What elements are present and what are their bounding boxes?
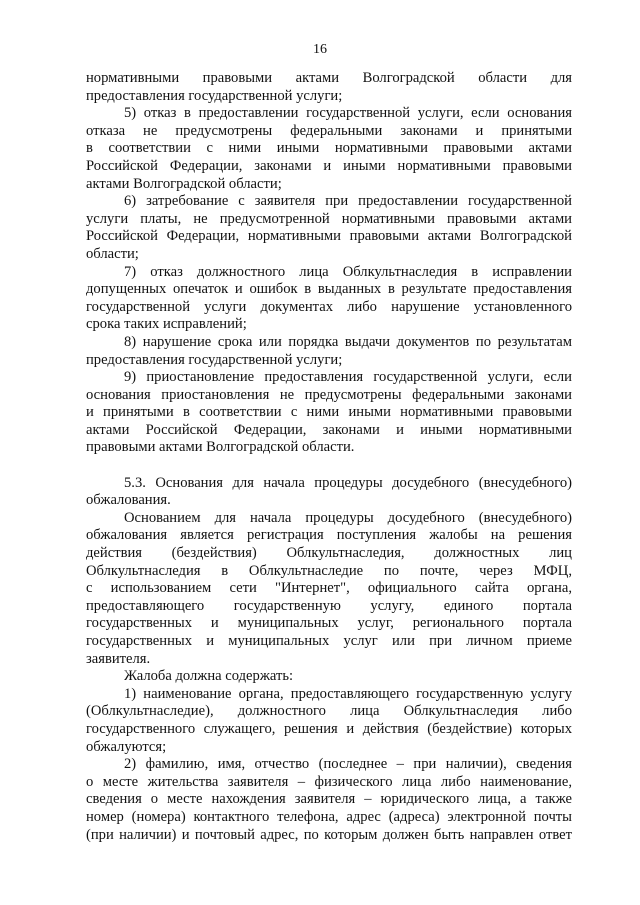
text-line: обжалования является регистрация поступления жалобы на решения (86, 527, 572, 544)
text-line: предоставления государственной услуги; (86, 87, 343, 104)
text-line: 2) фамилию, имя, отчество (последнее – при наличии), сведения (124, 756, 572, 773)
text-line: 8) нарушение срока или порядка выдачи документов по результатам (124, 333, 572, 350)
text-line: предоставления государственной услуги; (86, 351, 343, 368)
text-line: правовыми актами Волгоградской области. (86, 439, 355, 456)
text-line: Жалоба должна содержать: (124, 668, 294, 685)
paragraph-p9 (86, 369, 572, 457)
text-line: с использованием сети "Интернет", официального сайта органа, (86, 580, 572, 597)
document-body (86, 70, 572, 844)
text-line: в соответствии с ними иными нормативными правовыми актами (86, 140, 572, 157)
text-line: (Облкультнаследие), должностного лица Облкультнаследия либо (86, 703, 572, 720)
text-line: основания приостановления не предусмотрены федеральными законами (86, 386, 572, 403)
paragraph-p8 (86, 334, 572, 369)
paragraph-c2 (86, 756, 572, 844)
text-line: государственных и муниципальных услуг, регионального портала (86, 615, 572, 632)
text-line: Российской Федерации, нормативными правовыми актами Волгоградской (86, 228, 572, 245)
text-line: Российской Федерации, законами и иными нормативными правовыми (86, 157, 572, 174)
text-line: номер (номера) контактного телефона, адрес (адреса) электронной почты (86, 808, 572, 825)
text-line: 7) отказ должностного лица Облкультнаследия в исправлении (124, 263, 572, 280)
text-line: (при наличии) и почтовый адрес, по которым должен быть направлен ответ (86, 826, 572, 843)
text-line: обжалования. (86, 492, 171, 509)
text-line: сведения о месте нахождения заявителя – юридического лица, а также (86, 791, 572, 808)
paragraph-p0 (86, 70, 572, 105)
text-line: 1) наименование органа, предоставляющего государственную услугу (124, 685, 572, 702)
text-line: предоставляющего государственную услугу, единого портала (86, 597, 572, 614)
text-line: государственного служащего, решения и действия (бездействие) которых (86, 720, 572, 737)
text-line: области; (86, 245, 139, 262)
text-line: действия (бездействия) Облкультнаследия, должностных лиц (86, 545, 572, 562)
text-line: и принятыми в соответствии с ними иными нормативными правовыми (86, 404, 572, 421)
text-line: актами Волгоградской области; (86, 175, 282, 192)
text-line: Облкультнаследия в Облкультнаследие по почте, через МФЦ, (86, 562, 572, 579)
text-line: государственной услуги документах либо нарушение установленного (86, 298, 572, 315)
paragraph-p7 (86, 264, 572, 334)
page-number: 16 (313, 42, 327, 57)
paragraph-p5 (86, 105, 572, 193)
text-line: государственных и муниципальных услуг или при личном приеме (86, 633, 572, 649)
paragraph-complaint (86, 668, 572, 686)
text-line: обжалуются; (86, 738, 167, 755)
text-line: актами Российской Федерации, законами и иными нормативными (86, 421, 572, 438)
paragraph-p6 (86, 193, 572, 263)
text-line: услуги платы, не предусмотренной нормативными правовыми актами (86, 210, 572, 227)
text-line: 5) отказ в предоставлении государственной услуги, если основания (124, 105, 572, 122)
text-line: допущенных опечаток и ошибок в выданных в результате предоставления (86, 281, 572, 298)
text-line: 6) затребование с заявителя при предоставлении государственной (124, 193, 572, 210)
text-line: отказа не предусмотрены федеральными законами и принятыми (86, 122, 572, 139)
paragraph-basis (86, 510, 572, 668)
text-line: о месте жительства заявителя – физического лица либо наименование, (86, 773, 572, 790)
text-line: заявителя. (86, 650, 151, 667)
paragraph-s53 (86, 475, 572, 510)
text-line: 5.3. Основания для начала процедуры досудебного (внесудебного) (124, 474, 572, 491)
paragraph-c1 (86, 686, 572, 756)
text-line: срока таких исправлений; (86, 316, 247, 333)
text-line: нормативными правовыми актами Волгоградской области для (86, 70, 572, 86)
text-line: Основанием для начала процедуры досудебного (внесудебного) (124, 509, 572, 526)
text-line: 9) приостановление предоставления государственной услуги, если (124, 369, 572, 386)
